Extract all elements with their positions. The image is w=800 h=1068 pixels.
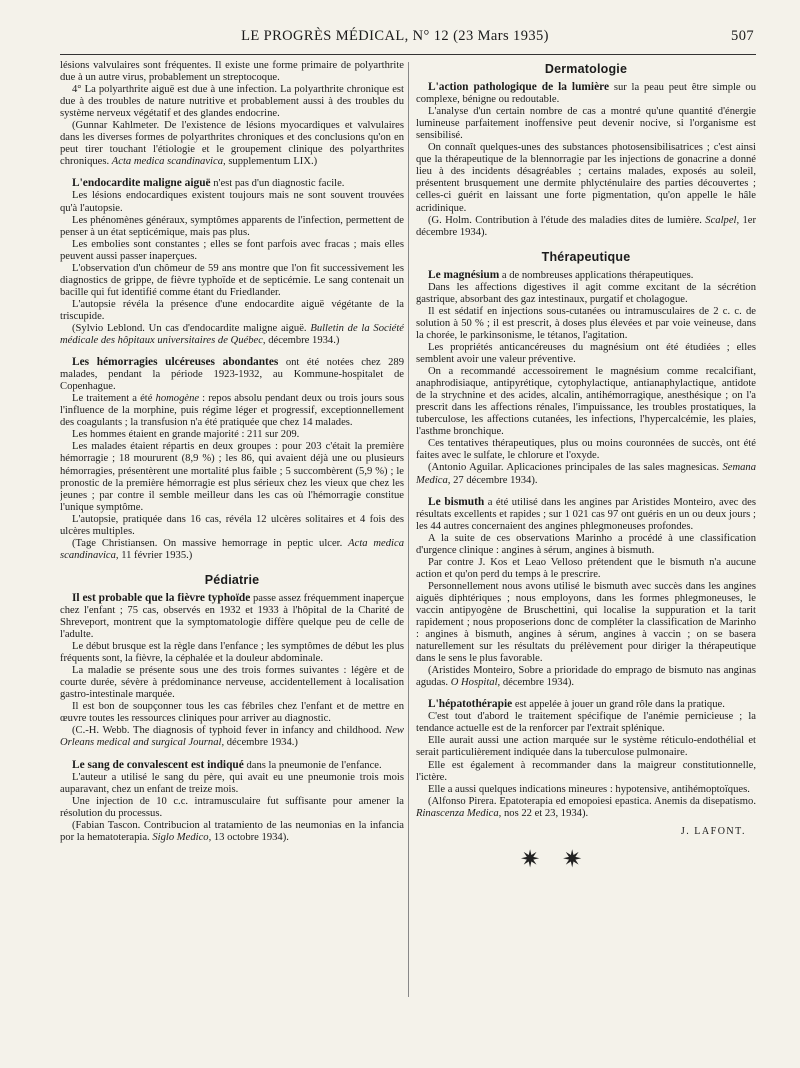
paragraph: Elle a aussi quelques indications mineures : hypotensive, antihémoptoïques.: [428, 783, 750, 795]
source-citation: (Gunnar Kahlmeter. De l'existence de lésions myocardiques et valvulaires dans les diverses formes de polyarthrites chroniques et des conclusions qu'on en peut tirer touchant l'étiologie et le groupement clinique des polyarthrites chroniques. Acta medica scandinavica, supplementum LIX.): [60, 120, 404, 168]
source-citation: (G. Holm. Contribution à l'étude des maladies dites de lumière. Scalpel, 1er décembre 1934).: [416, 214, 756, 238]
article-lead: Il est probable que la fièvre typhoïde passe assez fréquemment inaperçue chez l'enfant ; 75 cas, observés en 1932 et 1933 à l'hôpital de la Charité de Shreveport, montrent que la symptomatologie diffère quelque peu de celle de l'adulte.: [60, 591, 404, 641]
section-title-pediatrie: Pédiatrie: [204, 572, 260, 587]
paragraph: Elle est également à recommander dans la maigreur constitutionnelle, l'ictère.: [416, 759, 756, 783]
paragraph: Une injection de 10 c.c. intramusculaire fut suffisante pour amener la résolution du processus.: [60, 795, 404, 819]
paragraph: On a recommandé accessoirement le magnésium comme recalcifiant, anaphrodisiaque, antipyrétique, cytophylactique, antianaphylactique, antidote de la strychnine et des acides, alcalin, antihémorragique, anesthésique ; on l'a prescrit dans les affections rénales, l'impuissance, les troubles prostatiques, la tuberculose, les affections cutanées, les infections, l'hypercalcémie, les plaies, l'asthme bronchique.: [416, 366, 756, 438]
paragraph: Les phénomènes généraux, symptômes apparents de l'infection, permettent de penser à un état septicémique, mais pas plus.: [60, 214, 404, 238]
paragraph: Les lésions endocardiques existent toujours mais ne sont souvent trouvées qu'à l'autopsie.: [60, 190, 404, 214]
article-author: J. LAFONT.: [680, 825, 746, 837]
source-citation: (Alfonso Pirera. Epatoterapia ed emopoiesi epastica. Anemis da disepatismo. Rinascenza Medica, nos 22 et 23, 1934).: [416, 795, 756, 819]
article-lead: Les hémorragies ulcéreuses abondantes ont été notées chez 289 malades, pendant la période 1923-1932, au Kommune-hospitalet de Copenhague.: [60, 356, 404, 393]
left-column: [60, 60, 404, 1060]
paragraph: Les malades étaient répartis en deux groupes : pour 203 c'était la première hémorragie ; 18 moururent (8,9 %) ; les 86, qui avaient déjà une ou plusieurs hémorragies, présentèrent une mortalité plus faible ; 5 succombèrent (5,9 %) ; le pronostic de la première hémorragie est plus sérieux chez les vieux que chez les jeunes ; par contre il semble meilleur dans les cas où l'hémorragie constitue l'unique symptôme.: [60, 441, 404, 513]
paragraph: L'autopsie, pratiquée dans 16 cas, révéla 12 ulcères solitaires et 4 fois des ulcères multiples.: [60, 513, 404, 537]
paragraph: Par contre J. Kos et Leao Velloso prétendent que le bismuth n'a aucune action et qu'on perd du temps à le prescrire.: [416, 556, 756, 580]
source-citation: (C.-H. Webb. The diagnosis of typhoid fever in infancy and childhood. New Orleans medical and surgical Journal, décembre 1934.): [60, 725, 404, 749]
right-column: [402, 60, 756, 1060]
paragraph: Les propriétés anticancéreuses du magnésium ont été étudiées ; elles semblent avoir une valeur préventive.: [416, 341, 756, 366]
source-citation: (Tage Christiansen. On massive hemorrage in peptic ulcer. Acta medica scandinavica, 11 février 1935.): [60, 537, 404, 561]
asterism-ornament-icon: ✷: [562, 846, 583, 873]
source-citation: (Aristides Monteiro, Sobre a prioridade do emprago de bismuto nas anginas agudas. O Hospital, décembre 1934).: [416, 665, 756, 689]
paragraph: La maladie se présente sous une des trois formes suivantes : légère et de courte durée, sévère à prédominance nerveuse, accidentellement à localisation gastro-intestinale marquée.: [60, 665, 404, 701]
page-number: 507: [731, 28, 754, 44]
paragraph: Il est bon de soupçonner tous les cas fébriles chez l'enfant et de mettre en œuvre toutes les ressources cliniques pour arriver au diagnostic.: [60, 701, 404, 725]
article-lead: L'endocardite maligne aiguë n'est pas d'un diagnostic facile.: [72, 177, 345, 190]
ornament: [520, 848, 756, 872]
article-lead: L'action pathologique de la lumière sur la peau peut être simple ou complexe, bénigne ou redoutable.: [416, 81, 756, 106]
paragraph: L'analyse d'un certain nombre de cas a montré qu'une quantité d'énergie lumineuse parfaitement inoffensive peut devenir nocive, si l'organisme est sensibilisé.: [416, 106, 756, 142]
source-citation: (Sylvio Leblond. Un cas d'endocardite maligne aiguë. Bulletin de la Société médicale des hôpitaux universitaires de Québec, décembre 1934.): [60, 322, 404, 347]
header-rule: [60, 54, 756, 55]
paragraph: Le traitement a été homogène : repos absolu pendant deux ou trois jours sous l'influence de la morphine, puis régime léger et progressif, exceptionnellement des coagulants ; la transfusion n'a été pratiquée que chez 14 malades.: [60, 393, 404, 429]
source-citation: (Fabian Tascon. Contribucion al tratamiento de las neumonias en la infancia por la hematoterapia. Siglo Medico, 13 octobre 1934).: [60, 819, 404, 843]
source-citation: (Antonio Aguilar. Aplicaciones principales de las sales magnesicas. Semana Medica, 27 décembre 1934).: [416, 462, 756, 486]
section-title-therapeutique: Thérapeutique: [541, 249, 631, 264]
paragraph: Ces tentatives thérapeutiques, plus ou moins couronnées de succès, ont été faites avec le sulfate, le chlorure et l'oxyde.: [416, 438, 756, 462]
paragraph: Il est sédatif en injections sous-cutanées ou intramusculaires de 2 c. c. de solution à 50 % ; il est prescrit, à doses plus élevées et par voie veineuse, dans la chorée, le parkinsonisme, le tétanos, l'agitation.: [416, 305, 756, 341]
article-lead: Le sang de convalescent est indiqué dans la pneumonie de l'enfance.: [72, 758, 382, 771]
paragraph: L'auteur a utilisé le sang du père, qui avait eu une pneumonie trois mois auparavant, chez un enfant de treize mois.: [60, 771, 404, 795]
paragraph: L'observation d'un chômeur de 59 ans montre que l'on fit successivement les diagnostics de grippe, de fièvre typhoïde et de septicémie. Le sang contenait un bacille qui fut identifié comme étant du Friedlander.: [60, 262, 404, 298]
paragraph: lésions valvulaires sont fréquentes. Il existe une forme primaire de polyarthrite due à un autre virus, probablement un streptocoque.: [60, 60, 404, 84]
paragraph: C'est tout d'abord le traitement spécifique de l'anémie pernicieuse ; la tendance actuelle est de la renforcer par l'extrait splénique.: [416, 711, 756, 735]
article-lead: Le magnésium a de nombreuses applications thérapeutiques.: [428, 268, 694, 281]
paragraph: Le début brusque est la règle dans l'enfance ; les symptômes de début les plus fréquents sont, la fièvre, la céphalée et la douleur abdominale.: [60, 641, 404, 665]
paragraph: A la suite de ces observations Marinho a procédé à une classification d'urgence clinique : angines à sérum, angines à bismuth.: [416, 532, 756, 556]
paragraph: Personnellement nous avons utilisé le bismuth avec succès dans les angines aiguës diphtériques ; nous employons, dans les formes phlegmoneuses, le vaccin antipyogène de Bruschettini, qui localise la suppuration et la tarit rapidement ; nous proposerions donc de compléter la classification de Marinho : angines à bismuth, angines à sérum, angines à vaccin ; on se basera naturellement sur les résultats du prélèvement pour diriger la thérapeutique dans le sens le plus favorable.: [416, 580, 756, 665]
paragraph: Les embolies sont constantes ; elles se font parfois avec fracas ; mais elles peuvent aussi passer inaperçues.: [60, 238, 404, 262]
running-header: [36, 28, 754, 50]
paragraph: Dans les affections digestives il agit comme excitant de la sécrétion gastrique, absorbant des gaz intestinaux, purgatif et cholagogue.: [416, 281, 756, 305]
paragraph: Les hommes étaient en grande majorité : 211 sur 209.: [72, 429, 300, 441]
article-lead: L'hépatothérapie est appelée à jouer un grand rôle dans la pratique.: [428, 698, 725, 711]
asterism-ornament-icon: ✷: [520, 846, 541, 873]
section-title-dermatologie: Dermatologie: [544, 62, 628, 76]
paragraph: On connaît quelques-unes des substances photosensibilisatrices ; c'est ainsi que la thérapeutique de la blennorragie par les injections de gonacrine a donné lieu à des incidents désagréables ; certains malades, exposés au soleil, présentent brusquement une dermite phlycténulaire des parties découvertes ; celles-ci guérit en laissant une forte pigmentation, qu'on appelle le hâle acridinique.: [416, 142, 756, 214]
article-lead: Le bismuth a été utilisé dans les angines par Aristides Monteiro, avec des résultats excellents et rapides ; sur 1 021 cas 97 ont guéris en un ou deux jours ; les 44 autres concernaient des angines phlegmoneuses profondes.: [416, 495, 756, 532]
paragraph: 4° La polyarthrite aiguë est due à une infection. La polyarthrite chronique est due à des troubles de nature nutritive et probablement aussi à des troubles du système nerveux végétatif et des glandes endocrine.: [60, 84, 404, 120]
paragraph: Elle aurait aussi une action marquée sur le système réticulo-endothélial et serait particulièrement indiquée dans la tuberculose pulmonaire.: [416, 735, 756, 759]
paragraph: L'autopsie révéla la présence d'une endocardite aiguë végétante de la triscupide.: [60, 298, 404, 322]
journal-title: LE PROGRÈS MÉDICAL, N° 12 (23 Mars 1935): [241, 28, 549, 44]
